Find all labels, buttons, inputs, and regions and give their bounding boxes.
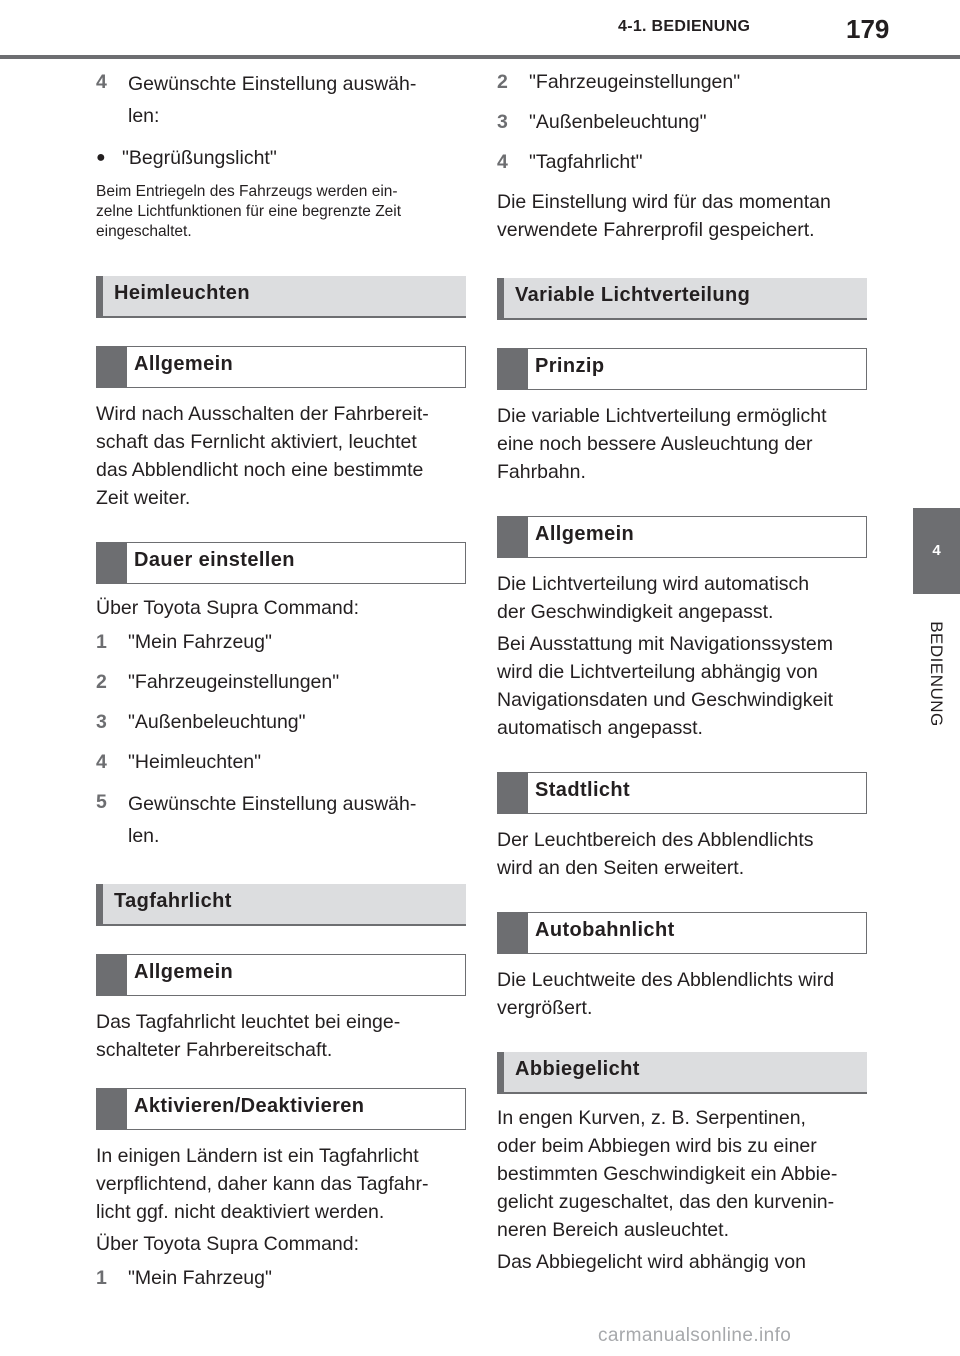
step-3-right	[497, 108, 867, 136]
page-number: 179	[846, 14, 890, 44]
heading-label: Abbiegelicht	[515, 1058, 640, 1080]
left-column	[96, 68, 466, 1304]
step-text: "Mein Fahrzeug"	[128, 631, 272, 653]
step-1	[96, 628, 466, 656]
step-3	[96, 708, 466, 736]
heading-label: Variable Lichtverteilung	[515, 284, 751, 306]
heading-variable-lichtverteilung	[497, 278, 867, 320]
step-4-select-setting	[96, 68, 466, 132]
bullet-dot-icon: ●	[96, 149, 106, 166]
step-4	[96, 748, 466, 776]
step-text: "Außenbeleuchtung"	[128, 711, 306, 733]
section-title: 4-1. BEDIENUNG	[618, 18, 751, 35]
step-text: "Tagfahrlicht"	[529, 151, 643, 173]
chapter-label-text: BEDIENUNG	[927, 621, 946, 727]
step-text: "Fahrzeugeinstellungen"	[128, 671, 340, 693]
step-text: Gewünschte Einstellung auswäh- len:	[128, 73, 417, 127]
header-rule	[0, 55, 960, 59]
step-text: "Heimleuchten"	[128, 751, 262, 773]
subheading-aktivieren	[96, 1088, 466, 1130]
step-number: 2	[497, 71, 508, 93]
step-number: 4	[96, 751, 107, 773]
subheading-stadtlicht	[497, 772, 867, 814]
subheading-label: Dauer einstellen	[134, 549, 295, 571]
paragraph-allgemein-2: Bei Ausstattung mit Navigationssystem wird die Lichtverteilung abhängig von Navigationsdaten und Geschwindigkeit automatisch angepasst.	[497, 633, 834, 739]
step-number: 5	[96, 791, 107, 813]
paragraph-abbiegelicht-1: In engen Kurven, z. B. Serpentinen, oder beim Abbiegen wird bis zu einer bestimmten Geschwindigkeit ein Abbie- gelicht zugeschaltet, das den kurvenin- neren Bereich ausleuchtet.	[497, 1107, 838, 1241]
watermark: carmanualsonline.info	[598, 1325, 792, 1346]
paragraph-aktivieren: In einigen Ländern ist ein Tagfahrlicht verpflichtend, daher kann das Tagfahr- licht ggf. nicht deaktiviert werden.	[96, 1145, 429, 1223]
step-1-tagfahrlicht	[96, 1264, 466, 1292]
subheading-autobahnlicht	[497, 912, 867, 954]
subheading-allgemein	[96, 346, 466, 388]
step-2-right	[497, 68, 867, 96]
subheading-label: Allgemein	[134, 353, 234, 375]
paragraph-abbiegelicht-2: Das Abbiegelicht wird abhängig von	[497, 1251, 806, 1273]
subheading-label: Stadtlicht	[535, 779, 631, 801]
bullet-text: "Begrüßungslicht"	[122, 147, 277, 169]
step-2	[96, 668, 466, 696]
subheading-label: Allgemein	[535, 523, 635, 545]
step-4-right	[497, 148, 867, 176]
step-text: "Außenbeleuchtung"	[529, 111, 707, 133]
step-number: 1	[96, 1267, 107, 1289]
heading-abbiegelicht	[497, 1052, 867, 1094]
note-text: Beim Entriegeln des Fahrzeugs werden ein- zelne Lichtfunktionen für eine begrenzte Zeit eingeschaltet.	[96, 183, 402, 240]
paragraph-allgemein-1: Die Lichtverteilung wird automatisch der Geschwindigkeit angepasst.	[497, 573, 810, 623]
step-text: "Fahrzeugeinstellungen"	[529, 71, 741, 93]
paragraph-saved-note: Die Einstellung wird für das momentan verwendete Fahrerprofil gespeichert.	[497, 191, 831, 241]
subheading-allgemein-tagfahrlicht	[96, 954, 466, 996]
heading-label: Tagfahrlicht	[114, 890, 232, 912]
heading-heimleuchten	[96, 276, 466, 318]
subheading-prinzip	[497, 348, 867, 390]
step-number: 2	[96, 671, 107, 693]
paragraph-command-intro: Über Toyota Supra Command:	[96, 597, 360, 619]
step-number: 1	[96, 631, 107, 653]
step-5	[96, 788, 466, 852]
paragraph-stadtlicht: Der Leuchtbereich des Abblendlichts wird an den Seiten erweitert.	[497, 829, 814, 879]
bullet-item	[96, 144, 466, 172]
heading-tagfahrlicht	[96, 884, 466, 926]
step-number: 3	[96, 711, 107, 733]
step-number: 4	[96, 71, 107, 93]
paragraph-prinzip: Die variable Lichtverteilung ermöglicht eine noch bessere Ausleuchtung der Fahrbahn.	[497, 405, 827, 483]
heading-label: Heimleuchten	[114, 282, 250, 304]
subheading-dauer-einstellen	[96, 542, 466, 584]
subheading-label: Prinzip	[535, 355, 605, 377]
right-column	[497, 68, 867, 1280]
subheading-label: Aktivieren/Deaktivieren	[134, 1095, 365, 1117]
paragraph-command-intro-2: Über Toyota Supra Command:	[96, 1233, 360, 1255]
paragraph-heimleuchten: Wird nach Ausschalten der Fahrbereit- schaft das Fernlicht aktiviert, leuchtet das Abblendlicht noch eine bestimmte Zeit weiter.	[96, 403, 429, 509]
paragraph-autobahnlicht: Die Leuchtweite des Abblendlichts wird vergrößert.	[497, 969, 835, 1019]
subheading-allgemein-variable	[497, 516, 867, 558]
subheading-label: Autobahnlicht	[535, 919, 675, 941]
step-number: 3	[497, 111, 508, 133]
chapter-label	[913, 604, 960, 744]
paragraph-tagfahrlicht: Das Tagfahrlicht leuchtet bei einge- schalteter Fahrbereitschaft.	[96, 1011, 401, 1061]
step-number: 4	[497, 151, 508, 173]
step-text: "Mein Fahrzeug"	[128, 1267, 272, 1289]
step-text: Gewünschte Einstellung auswäh- len.	[128, 793, 417, 847]
subheading-label: Allgemein	[134, 961, 234, 983]
chapter-tab: 4	[913, 508, 960, 594]
